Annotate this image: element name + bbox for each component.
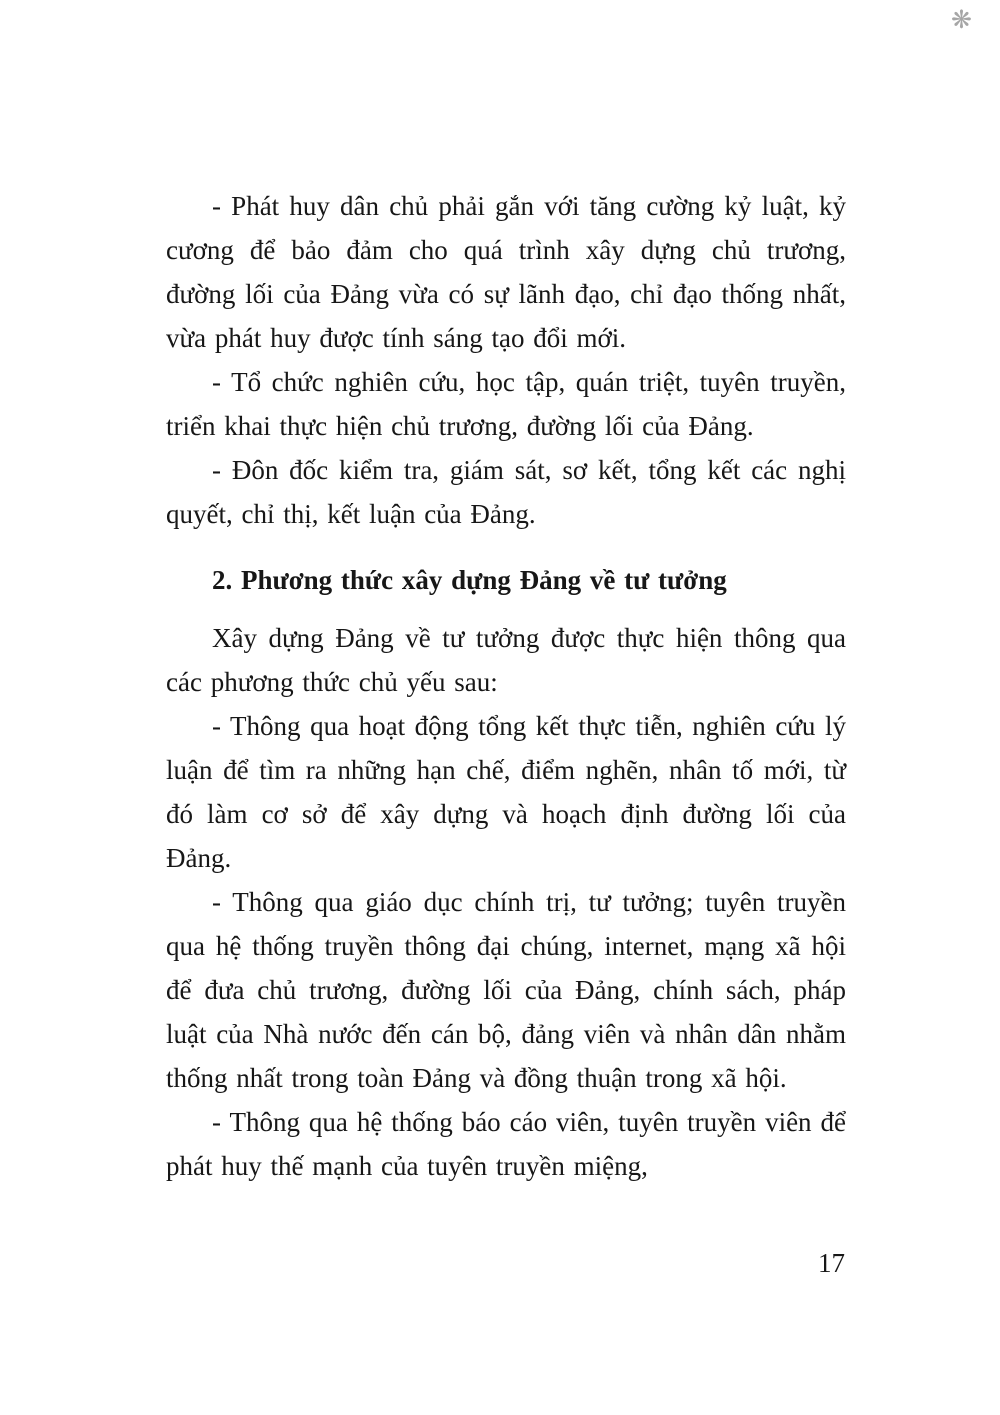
paragraph: - Tổ chức nghiên cứu, học tập, quán triệt, tuyên truyền, triển khai thực hiện chủ trương, đường lối của Đảng. (166, 367, 846, 441)
paragraph: Xây dựng Đảng về tư tưởng được thực hiện thông qua các phương thức chủ yếu sau: (166, 623, 846, 697)
section-heading: 2. Phương thức xây dựng Đảng về tư tưởng (212, 565, 727, 595)
page-number: 17 (818, 1248, 845, 1278)
flower-icon: ❋ (951, 7, 972, 34)
paragraph: - Thông qua giáo dục chính trị, tư tưởng; tuyên truyền qua hệ thống truyền thông đại chúng, internet, mạng xã hội để đưa chủ trương, đường lối của Đảng, chính sách, pháp luật của Nhà nước đến cán bộ, đảng viên và nhân dân nhằm thống nhất trong toàn Đảng và đồng thuận trong xã hội. (166, 887, 846, 1093)
paragraph: - Thông qua hệ thống báo cáo viên, tuyên truyền viên để phát huy thế mạnh của tuyên truyền miệng, (166, 1107, 846, 1181)
paragraph: - Thông qua hoạt động tổng kết thực tiễn, nghiên cứu lý luận để tìm ra những hạn chế, điểm nghẽn, nhân tố mới, từ đó làm cơ sở để xây dựng và hoạch định đường lối của Đảng. (166, 711, 846, 873)
paragraph: - Đôn đốc kiểm tra, giám sát, sơ kết, tổng kết các nghị quyết, chỉ thị, kết luận của Đảng. (166, 455, 846, 529)
page-content (166, 184, 846, 1188)
paragraph: - Phát huy dân chủ phải gắn với tăng cường kỷ luật, kỷ cương để bảo đảm cho quá trình xây dựng chủ trương, đường lối của Đảng vừa có sự lãnh đạo, chỉ đạo thống nhất, vừa phát huy được tính sáng tạo đổi mới. (166, 191, 846, 353)
